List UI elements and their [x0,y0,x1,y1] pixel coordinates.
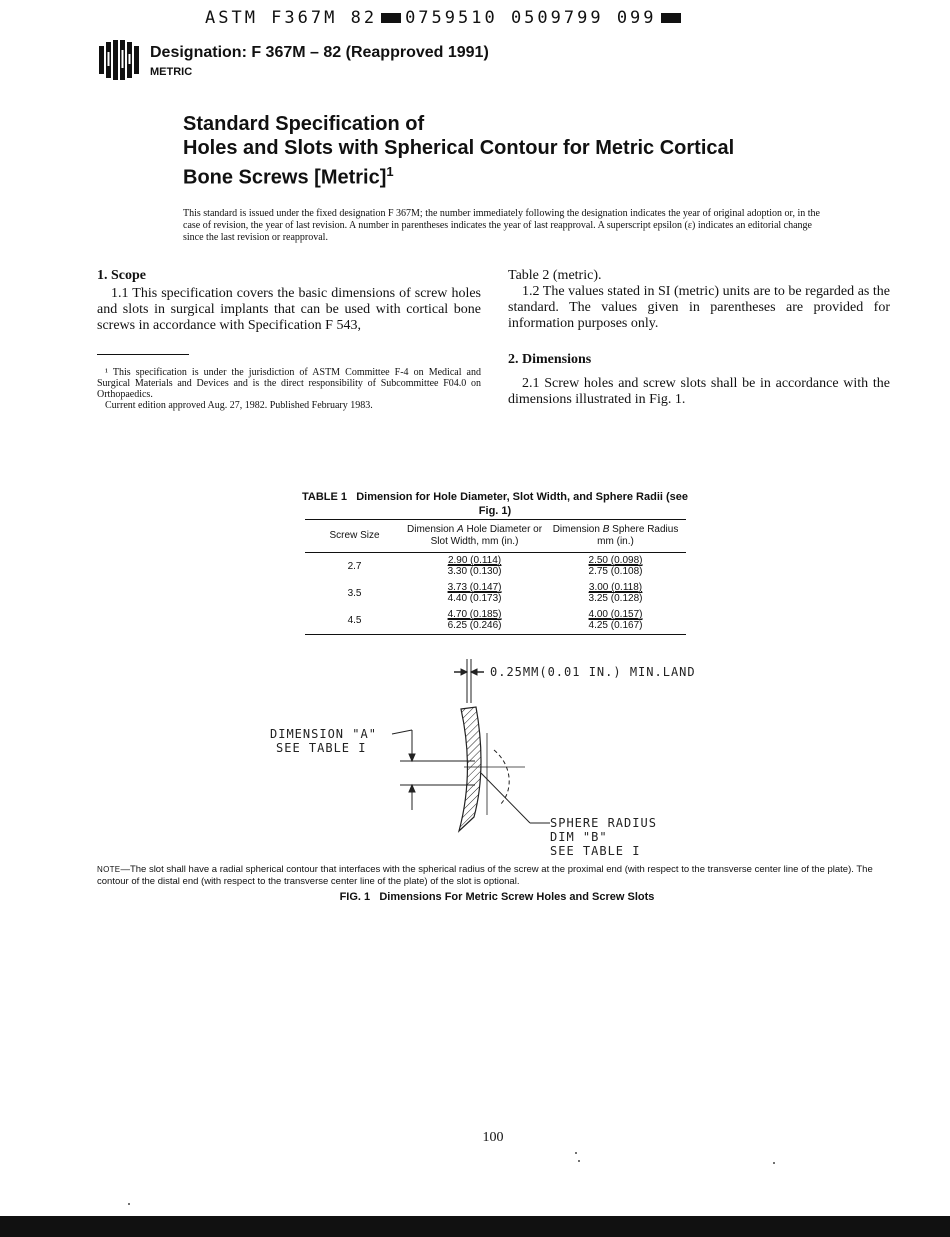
col-dimension-a-letter: A [457,524,464,535]
black-block-mark [381,13,401,23]
dimension-b-max: 2.75 (0.108) [588,566,643,577]
dimension-a-max: 6.25 (0.246) [447,620,502,631]
dimension-a-max: 4.40 (0.173) [447,593,502,604]
dimension-b-max: 3.25 (0.128) [588,593,643,604]
title-line-3: Bone Screws [Metric] [183,166,387,189]
paragraph-1-1: 1.1 This specification covers the basic dimensions of screw holes and slots in surgical implants that can be used with cortical bone screws in accordance with Specification F 543, [97,286,481,333]
col-dimension-b [545,520,686,553]
col-dimension-a-text-2: Hole Diameter or Slot Width, mm (in.) [430,524,543,547]
scan-bottom-bar [0,1216,950,1237]
metric-label: METRIC [150,66,193,78]
col-dimension-a-text: Dimension [407,524,458,535]
note-text: —The slot shall have a radial spherical contour that interfaces with the spherical radius of the screw at the proximal end (with respect to the transverse center line of the plate). The contour of the distal end (with respect to the transverse center line of the plate) of the slot is optional. [97,864,873,887]
paragraph-1-1-continued: Table 2 (metric). [508,268,602,283]
figure-label: FIG. 1 [339,891,371,903]
dimension-a-max: 3.30 (0.130) [447,566,502,577]
plate-section [459,707,481,831]
scan-speck [578,1160,580,1162]
scan-speck [773,1162,775,1164]
paragraph-1-2: 1.2 The values stated in SI (metric) units are to be regarded as the standard. The values given in parentheses are provided for information purposes only. [508,284,890,331]
title-footnote-mark: 1 [386,164,394,179]
scan-speck [128,1203,130,1205]
figure-caption [97,891,897,903]
figure-note [97,864,897,888]
table-row [305,580,686,607]
col-dimension-b-text: Dimension [552,524,603,535]
paragraph-2-1: 2.1 Screw holes and screw slots shall be in accordance with the dimensions illustrated in Fig. 1. [508,376,890,407]
figure-1-diagram [250,655,730,865]
table-1-label: TABLE 1 [302,491,348,503]
black-block-mark [661,13,681,23]
table-header-row [305,520,686,553]
dimension-a-label-1: DIMENSION "A" [270,727,377,741]
document-code-header [205,8,685,28]
dimension-b-cell [545,553,686,581]
left-column [97,268,481,334]
astm-logo-icon [97,40,143,80]
note-label: NOTE [97,865,121,874]
page-title [183,112,823,190]
title-line-1: Standard Specification of [183,113,425,135]
page-number: 100 [482,1130,504,1145]
section-1-heading: 1. Scope [97,268,146,283]
dimension-b-min: 2.50 (0.098) [588,555,643,566]
dimensions-table [305,519,686,635]
dimension-a-cell [404,580,545,607]
land-label: 0.25MM(0.01 IN.) MIN.LAND [490,665,696,679]
sphere-arc [494,750,509,805]
designation: Designation: F 367M – 82 (Reapproved 1991) [150,44,489,61]
header-code-numbers: 0759510 0509799 099 [405,8,657,28]
sphere-label-1: SPHERE RADIUS [550,816,657,830]
dimension-a-leader [392,730,475,810]
dimension-a-min: 2.90 (0.114) [447,555,502,566]
right-column [508,268,890,408]
dimension-b-min: 4.00 (0.157) [588,609,643,620]
col-dimension-b-letter: B [602,524,610,535]
col-dimension-b-text-2: Sphere Radius mm (in.) [597,524,679,547]
footnote-1: ¹ This specification is under the jurisdiction of ASTM Committee F-4 on Medical and Surgical Materials and Devices and is the direct responsibility of Subcommittee F04.0 on Orthopaedics. [97,367,481,400]
screw-size-cell: 4.5 [347,614,362,626]
figure-caption-text: Dimensions For Metric Screw Holes and Screw Slots [379,891,655,903]
section-2-heading: 2. Dimensions [508,352,592,367]
footnote-divider [97,354,189,355]
dimension-b-max: 4.25 (0.167) [588,620,643,631]
col-dimension-a [404,520,545,553]
scan-speck [575,1152,577,1154]
table-1-caption: Dimension for Hole Diameter, Slot Width, and Sphere Radii (see Fig. 1) [356,491,688,517]
dimension-a-label-2: SEE TABLE I [276,741,367,755]
dimension-a-cell [404,607,545,635]
header-code-text: ASTM F367M 82 [205,8,378,28]
sphere-leader-line [481,773,530,823]
table-row [305,607,686,635]
dimension-a-cell [404,553,545,581]
col-screw-size: Screw Size [305,520,404,553]
sphere-label-3: SEE TABLE I [550,844,641,858]
dimension-b-cell [545,580,686,607]
edition-note: Current edition approved Aug. 27, 1982. Published February 1983. [105,400,373,411]
issued-note: This standard is issued under the fixed designation F 367M; the number immediately following the designation indicates the year of original adoption or, in the case of revision, the year of last revision. A number in parentheses indicates the year of last reapproval. A superscript epsilon (ε) indicates an editorial change since the last revision or reapproval. [183,208,820,243]
table-row [305,553,686,581]
dimension-b-min: 3.00 (0.118) [588,582,643,593]
sphere-label-2: DIM "B" [550,830,608,844]
footnotes [97,367,481,411]
dimension-a-min: 4.70 (0.185) [447,609,502,620]
dimension-a-min: 3.73 (0.147) [447,582,502,593]
screw-size-cell: 2.7 [347,560,362,572]
land-dimension-marker [454,659,484,703]
title-line-2: Holes and Slots with Spherical Contour for Metric Cortical [183,137,735,159]
screw-size-cell: 3.5 [347,587,362,599]
table-1-title [300,490,690,518]
dimension-b-cell [545,607,686,635]
